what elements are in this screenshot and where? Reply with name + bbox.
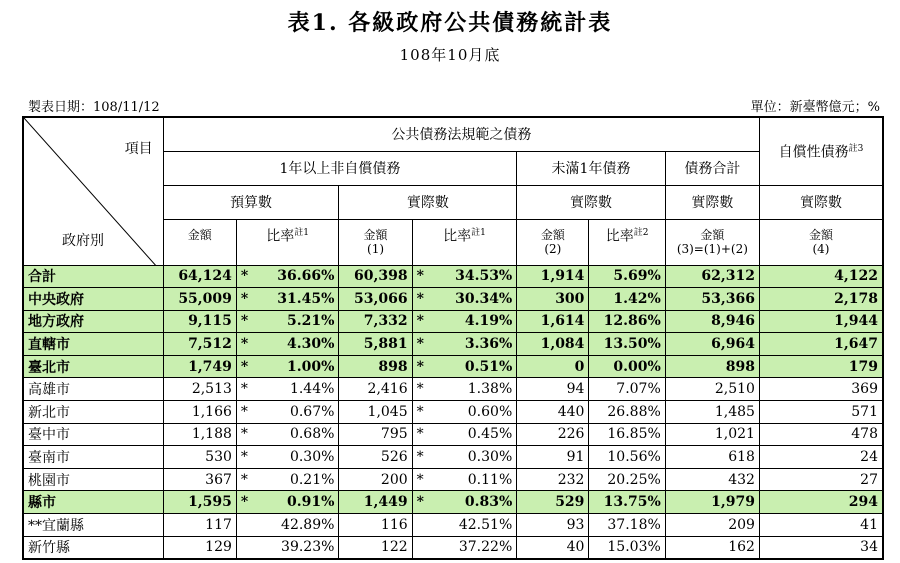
header-gov: 政府別 [62,233,104,249]
self-liquidating-amount: 1,944 [759,310,883,333]
self-liquidating-amount: 369 [759,378,883,401]
asterisk-mark: * [240,426,248,443]
debt-total: 432 [665,468,759,491]
header-under-1yr: 未滿1年債務 [517,151,666,185]
note1-marker: 註1 [471,227,486,238]
budget-ratio-value: 0.21% [289,471,335,488]
header-amount-2 [517,219,589,265]
short-term-amount: 300 [517,288,589,311]
budget-amount: 55,009 [163,288,236,311]
actual-ratio [412,468,517,491]
short-term-amount: 529 [517,491,589,514]
budget-ratio-value: 0.67% [289,403,335,420]
asterisk-mark: * [240,358,249,375]
header-amount-4 [759,219,883,265]
short-term-amount: 1,084 [517,333,589,356]
budget-ratio [236,355,339,378]
self-liquidating-amount: 2,178 [759,288,883,311]
debt-total: 53,366 [665,288,759,311]
debt-table [22,116,884,560]
short-term-amount: 93 [517,514,589,537]
actual-ratio-value: 0.60% [467,403,513,420]
asterisk-mark: * [416,403,424,420]
table-row [23,468,883,491]
gov-name: 直轄市 [23,333,163,356]
budget-amount: 1,188 [163,423,236,446]
self-liquidating-amount: 27 [759,468,883,491]
table-row [23,514,883,537]
budget-ratio-value: 0.91% [287,494,335,511]
actual-ratio [412,446,517,469]
actual-amount: 1,045 [339,401,412,424]
budget-amount: 117 [163,514,236,537]
header-debt-total: 債務合計 [665,151,759,185]
budget-ratio [236,536,339,559]
asterisk-mark: * [240,494,249,511]
header-actual-1: 實際數 [339,185,517,219]
table-row [23,491,883,514]
table-row [23,378,883,401]
header-public-debt-law: 公共債務法規範之債務 [163,117,759,151]
budget-amount: 1,749 [163,355,236,378]
header-corner [23,117,163,265]
budget-ratio-value: 0.68% [289,426,335,443]
actual-ratio-value: 0.11% [467,471,513,488]
asterisk-mark: * [416,381,424,398]
actual-ratio-value: 37.22% [458,539,513,556]
self-liquidating-amount: 4,122 [759,265,883,288]
actual-amount: 5,881 [339,333,412,356]
amount-label: 金額 [187,228,212,242]
gov-name: 中央政府 [23,288,163,311]
header-amount-1 [339,219,412,265]
table-row [23,355,883,378]
short-term-ratio: 13.50% [589,333,665,356]
asterisk-mark: * [240,336,249,353]
asterisk-mark: * [240,449,248,466]
short-term-amount: 91 [517,446,589,469]
header-over-1yr: 1年以上非自償債務 [163,151,517,185]
self-liquidating-amount: 294 [759,491,883,514]
ratio-label: 比率 [605,228,634,245]
col2-label: (2) [544,242,562,256]
self-liquidating-amount: 41 [759,514,883,537]
asterisk-mark: * [416,494,424,511]
asterisk-mark: * [240,381,248,398]
gov-name: 新北市 [23,401,163,424]
budget-ratio-value: 1.44% [289,381,335,398]
budget-ratio [236,468,339,491]
budget-ratio [236,401,339,424]
budget-ratio-value: 42.89% [281,516,335,533]
actual-ratio-value: 1.38% [467,381,513,398]
asterisk-mark: * [416,290,424,307]
actual-ratio [412,401,517,424]
gov-name: 臺南市 [23,446,163,469]
actual-ratio [412,288,517,311]
short-term-amount: 226 [517,423,589,446]
debt-total: 1,485 [665,401,759,424]
budget-ratio [236,446,339,469]
table-row [23,288,883,311]
short-term-ratio: 13.75% [589,491,665,514]
actual-ratio-value: 0.83% [464,494,513,511]
actual-amount: 122 [339,536,412,559]
budget-ratio-value: 39.23% [281,539,335,556]
debt-total: 1,021 [665,423,759,446]
actual-ratio-value: 34.53% [455,268,513,285]
actual-amount: 526 [339,446,412,469]
short-term-amount: 94 [517,378,589,401]
budget-amount: 129 [163,536,236,559]
gov-name: 新竹縣 [23,536,163,559]
actual-amount: 1,449 [339,491,412,514]
ratio-label: 比率 [266,228,295,245]
debt-total: 62,312 [665,265,759,288]
short-term-ratio: 20.25% [589,468,665,491]
actual-ratio-value: 42.51% [458,516,513,533]
gov-name: 高雄市 [23,378,163,401]
header-ratio [236,219,339,265]
actual-ratio-value: 4.19% [464,313,513,330]
actual-amount: 7,332 [339,310,412,333]
amount-label: 金額 [363,228,388,242]
asterisk-mark: * [416,449,424,466]
budget-ratio [236,514,339,537]
gov-name: 臺中市 [23,423,163,446]
table-row [23,446,883,469]
actual-ratio-value: 0.30% [467,449,513,466]
col1-label: (1) [367,242,385,256]
actual-ratio-value: 0.45% [467,426,513,443]
actual-amount: 898 [339,355,412,378]
ratio-label: 比率 [443,228,472,245]
actual-amount: 2,416 [339,378,412,401]
actual-ratio [412,310,517,333]
short-term-amount: 232 [517,468,589,491]
debt-total: 6,964 [665,333,759,356]
actual-ratio [412,378,517,401]
short-term-ratio: 0.00% [589,355,665,378]
table-body [23,265,883,559]
budget-amount: 9,115 [163,310,236,333]
actual-ratio [412,265,517,288]
debt-total: 618 [665,446,759,469]
header-actual-4: 實際數 [759,185,883,219]
budget-amount: 1,595 [163,491,236,514]
budget-ratio [236,265,339,288]
actual-amount: 60,398 [339,265,412,288]
budget-ratio-value: 36.66% [277,268,335,285]
budget-amount: 1,166 [163,401,236,424]
actual-ratio-value: 0.51% [464,358,513,375]
asterisk-mark: * [240,268,249,285]
self-liquidating-amount: 24 [759,446,883,469]
asterisk-mark: * [416,358,424,375]
asterisk-mark: * [416,336,424,353]
header-self-liquidating [759,117,883,185]
actual-ratio [412,491,517,514]
actual-ratio-value: 30.34% [455,290,513,307]
unit-label: 單位：新臺幣億元；% [750,100,880,115]
short-term-amount: 1,914 [517,265,589,288]
short-term-ratio: 16.85% [589,423,665,446]
self-liquidating-amount: 571 [759,401,883,424]
amount-label: 金額 [700,228,725,242]
debt-total: 898 [665,355,759,378]
table-row [23,310,883,333]
header-item: 項目 [124,141,153,157]
gov-name: 地方政府 [23,310,163,333]
actual-amount: 200 [339,468,412,491]
header-ratio-2 [589,219,665,265]
budget-amount: 367 [163,468,236,491]
short-term-ratio: 7.07% [589,378,665,401]
table-row [23,423,883,446]
budget-ratio [236,310,339,333]
asterisk-mark: * [240,471,248,488]
short-term-ratio: 26.88% [589,401,665,424]
gov-name: 臺北市 [23,355,163,378]
asterisk-mark: * [416,426,424,443]
header-actual-3: 實際數 [665,185,759,219]
budget-ratio-value: 0.30% [289,449,335,466]
budget-amount: 530 [163,446,236,469]
budget-ratio [236,333,339,356]
report-date: 製表日期：108/11/12 [28,100,160,115]
table-row [23,333,883,356]
actual-amount: 116 [339,514,412,537]
short-term-ratio: 12.86% [589,310,665,333]
header-ratio-1 [412,219,517,265]
budget-ratio [236,423,339,446]
table-row [23,401,883,424]
self-liquidating-amount: 34 [759,536,883,559]
asterisk-mark: * [240,313,249,330]
header-budget: 預算數 [163,185,339,219]
table-row [23,265,883,288]
header-amount [163,219,236,265]
self-liquidating-amount: 1,647 [759,333,883,356]
short-term-ratio: 5.69% [589,265,665,288]
actual-ratio [412,355,517,378]
actual-ratio [412,514,517,537]
amount-label: 金額 [808,228,833,242]
short-term-amount: 440 [517,401,589,424]
debt-total: 162 [665,536,759,559]
note2-marker: 註2 [633,227,649,238]
budget-amount: 64,124 [163,265,236,288]
actual-ratio [412,333,517,356]
note1-marker: 註1 [294,227,310,238]
budget-ratio-value: 31.45% [277,290,335,307]
col3-label: (3)=(1)+(2) [676,242,748,256]
header-amount-3 [665,219,759,265]
budget-ratio-value: 5.21% [287,313,335,330]
debt-total: 209 [665,514,759,537]
header-actual-2: 實際數 [517,185,666,219]
short-term-amount: 1,614 [517,310,589,333]
amount-label: 金額 [540,228,565,242]
asterisk-mark: * [416,313,424,330]
table-row [23,536,883,559]
budget-ratio [236,288,339,311]
short-term-ratio: 1.42% [589,288,665,311]
actual-ratio-value: 3.36% [464,336,513,353]
asterisk-mark: * [240,290,249,307]
actual-amount: 53,066 [339,288,412,311]
col4-label: (4) [812,242,830,256]
short-term-ratio: 10.56% [589,446,665,469]
note3-marker: 註3 [848,143,864,154]
asterisk-mark: * [416,471,424,488]
asterisk-mark: * [416,268,424,285]
page-subtitle: 108年10月底 [399,46,501,64]
gov-name: 桃園市 [23,468,163,491]
actual-ratio [412,423,517,446]
self-liquidating-amount: 478 [759,423,883,446]
short-term-ratio: 37.18% [589,514,665,537]
debt-total: 2,510 [665,378,759,401]
asterisk-mark: * [240,403,248,420]
actual-amount: 795 [339,423,412,446]
budget-amount: 7,512 [163,333,236,356]
actual-ratio [412,536,517,559]
gov-name: 縣市 [23,491,163,514]
debt-total: 1,979 [665,491,759,514]
short-term-amount: 0 [517,355,589,378]
budget-amount: 2,513 [163,378,236,401]
short-term-amount: 40 [517,536,589,559]
short-term-ratio: 15.03% [589,536,665,559]
gov-name: **宜蘭縣 [23,514,163,537]
budget-ratio-value: 1.00% [287,358,335,375]
debt-total: 8,946 [665,310,759,333]
budget-ratio-value: 4.30% [287,336,335,353]
budget-ratio [236,378,339,401]
self-liquidating-amount: 179 [759,355,883,378]
gov-name: 合計 [23,265,163,288]
budget-ratio [236,491,339,514]
page-title: 表1. 各級政府公共債務統計表 [287,10,613,36]
header-self-liq-label: 自償性債務 [778,144,849,161]
